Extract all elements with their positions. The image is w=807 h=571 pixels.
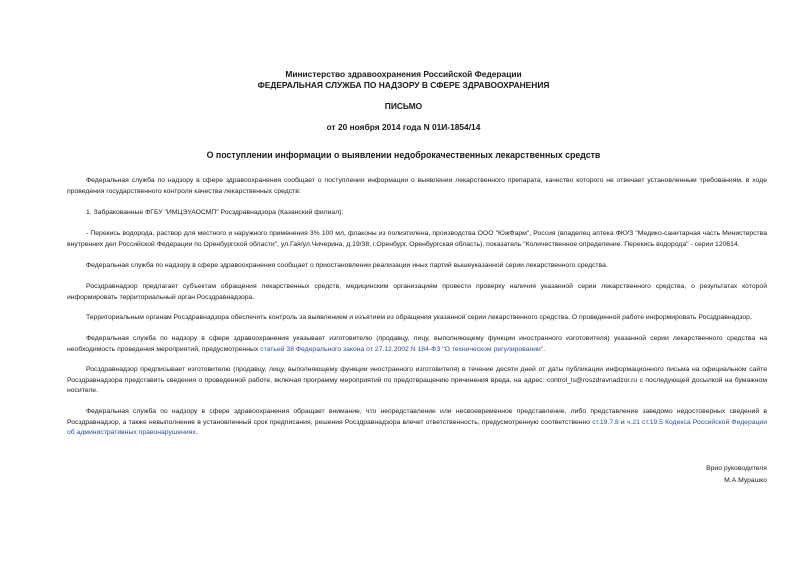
paragraph-9-mid: и bbox=[618, 418, 627, 426]
doc-type-heading: ПИСЬМО bbox=[384, 101, 423, 111]
paragraph-6-text: Территориальным органам Росздравнадзора обеспечить контроль за выявлением и изъятием из обращения указанной серии лекарственного средства. О проведенной работе информировать Росздравнадзор. bbox=[86, 314, 752, 321]
paragraph-7-text: Федеральная служба по надзору в сфере здравоохранения указывает изготовителю (продавцу, лицу, выполняющему функции иностранного изготовителя) указанной серии лекарственного средства на необходимость проведения мероприятий, предусмотренных bbox=[67, 335, 767, 353]
paragraph-5 bbox=[67, 282, 767, 303]
ministry-heading: Министерство здравоохранения Российской Федерации bbox=[285, 69, 522, 79]
paragraph-8 bbox=[67, 365, 767, 397]
paragraph-7 bbox=[67, 334, 767, 355]
paragraph-1 bbox=[67, 176, 767, 197]
signature-position: Врио руководителя bbox=[706, 465, 767, 472]
paragraph-9 bbox=[67, 407, 767, 439]
paragraph-5-text: Росздравнадзор предлагает субъектам обращения лекарственных средств, медицинским организациям провести проверку наличия указанной серии лекарственного средства, о результатах которой информировать территориальный орган Росздравнадзора. bbox=[67, 283, 767, 301]
paragraph-3-text: - Перекись водорода, раствор для местного и наружного применения 3% 100 мл, флаконы из полиэтилена, производства ООО "ЮжФарм", Россия (владелец аптека ФКУЗ "Медико-санитарная часть Министерства внутренних дел Российской Федерации по Оренбургской области", ул.Гая/ул.Чичерина, д.19/38, г.Оренбург, Оренбургская область), показатель "Количественное определение. Перекись водорода" - серии 120614. bbox=[67, 230, 767, 248]
paragraph-8-text: Росздравнадзор предписывает изготовителю (продавцу, лицу, выполняющему функции иностранного изготовителя) в течение десяти дней от даты публикации информационного письма на официальном сайте Росздравнадзора представить сведения о проведенной работе, включая программу мероприятий по предотвращению причинения вреда, на адрес: control_ls@roszdravnadzor.ru с последующей досылкой на бумажном носителе. bbox=[67, 366, 767, 395]
paragraph-9-end: . bbox=[195, 429, 198, 437]
article-19-5-koap-link[interactable]: ч.21 ст.19.5 Кодекса Российской Федерации об административных правонарушениях bbox=[67, 418, 767, 437]
paragraph-4-text: Федеральная служба по надзору в сфере здравоохранения сообщает о приостановлении реализации иных партий вышеуказанной серии лекарственного средства. bbox=[86, 262, 608, 269]
paragraph-1-text: Федеральная служба по надзору в сфере здравоохранения сообщает о поступлении информации о выявлении лекарственного препарата, качество которого не отвечает установленным требованиям, в ходе проведения государственного контроля качества лекарственных средств: bbox=[67, 177, 767, 195]
paragraph-3 bbox=[67, 229, 767, 250]
paragraph-2-text: 1. Забракованные ФГБУ "ИМЦЭУАОСМП" Росздравнадзора (Казанский филиал): bbox=[86, 209, 344, 216]
doc-date-heading: от 20 ноября 2014 года N 01И-1854/14 bbox=[326, 122, 481, 132]
paragraph-7-end: . bbox=[543, 345, 546, 353]
document-title: О поступлении информации о выявлении недоброкачественных лекарственных средств bbox=[206, 150, 601, 160]
article-19-7-8-link[interactable]: ст.19.7.8 bbox=[592, 418, 619, 426]
paragraph-6 bbox=[67, 313, 767, 324]
law-184-fz-link[interactable]: статьей 38 Федерального закона от 27.12.2002 N 184-ФЗ "О техническом регулировании" bbox=[260, 345, 544, 353]
signature-name: М.А.Мурашко bbox=[724, 477, 767, 484]
paragraph-9-text: Федеральная служба по надзору в сфере здравоохранения обращает внимание, что непредставление или несвоевременное представление, либо представление заведомо недостоверных сведений в Росздравнадзор, а также невыполнение в установленный срок предписания, решения Росздравнадзора влечет ответственность, предусмотренную соответственно bbox=[67, 408, 767, 426]
paragraph-2 bbox=[67, 208, 767, 219]
service-heading: ФЕДЕРАЛЬНАЯ СЛУЖБА ПО НАДЗОРУ В СФЕРЕ ЗДРАВООХРАНЕНИЯ bbox=[257, 80, 550, 90]
paragraph-4 bbox=[67, 261, 767, 272]
